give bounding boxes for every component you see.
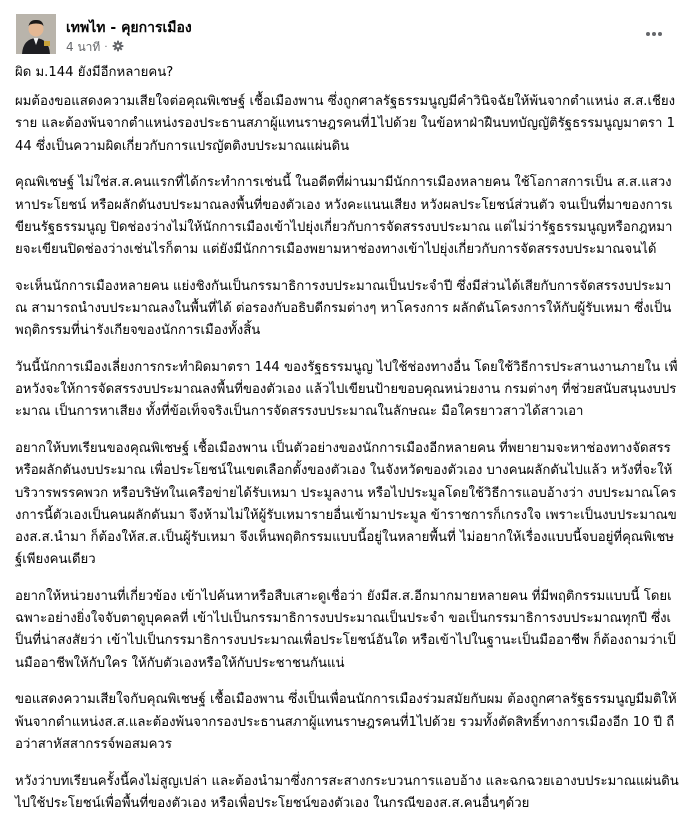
gear-icon[interactable] — [112, 40, 124, 55]
meta-separator: · — [104, 42, 108, 53]
post-paragraph: วันนี้นักการเมืองเลี่ยงการกระทำผิดมาตรา 144 ของรัฐธรรมนูญ ไปใช้ช่องทางอื่น โดยใช้วิธีการประสานงานภายใน เพื่อหวังจะให้การจัดสรรงบประมาณลงพื้นที่ของตัวเอง แล้วไปเขียนป้ายขอบคุณหน่วยงาน กรมต่างๆ ที่ช่วยสนับสนุนงบประมาณ เป็นการหาเสียง ทั้งที่ข้อเท็จจริงเป็นการจัดสรรงบประมาณในลักษณะ มือใครยาวสาวได้สาวเอา — [15, 360, 678, 420]
post-paragraph: จะเห็นนักการเมืองหลายคน แย่งชิงกันเป็นกรรมาธิการงบประมาณเป็นประจำปี ซึ่งมีส่วนได้เสียกับการจัดสรรงบประมาณ สามารถนำงบประมาณลงในพื้นที่ได้ ต่อรองกับอธิบดีกรมต่างๆ หาโครงการ ผลักดันโครงการให้กับผู้รับเหมา ซึ่งเป็นพฤติกรรมที่น่ารังเกียจของนักการเมืองทั้งสิ้น — [15, 278, 672, 339]
post-meta — [66, 38, 124, 57]
author-avatar[interactable] — [16, 14, 56, 54]
post-paragraph: ขอแสดงความเสียใจกับคุณพิเชษฐ์ เชื้อเมืองพาน ซึ่งเป็นเพื่อนนักการเมืองร่วมสมัยกับผม ต้องถูกศาลรัฐธรรมนูญมีมติให้พ้นจากตำแหน่งส.ส.และต้องพ้นจากรองประธานสภาผู้แทนราษฎรคนที่1ไปด้วย รวมทั้งตัดสิทธิ์ทางการเมืองอีก 10 ปี ถือว่าสาหัสสากรรจ์พอสมควร — [15, 692, 677, 752]
post-paragraph: อยากให้หน่วยงานที่เกี่ยวข้อง เข้าไปค้นหาหรือสืบเสาะดูเชื่อว่า ยังมีส.ส.อีกมากมายหลายคน ที่มีพฤติกรรมแบบนี้ โดยเฉพาะอย่างยิ่งใจจับตาดูบุคคลที่ เข้าไปเป็นกรรมาธิการงบประมาณเป็นประจำ ขอเป็นกรรมาธิการงบประมาณทุกปี ซึ่งเป็นที่น่าสงสัยว่า เข้าไปเป็นกรรมาธิการงบประมาณเพื่อประโยชน์อันใด หรือเข้าไปในฐานะเป็นมืออาชีพ ก็ต้องถามว่าเป็นมืออาชีพให้กับใคร ให้กับตัวเองหรือให้กับประชาชนกันแน่ — [15, 589, 676, 671]
post-paragraph: หวังว่าบทเรียนครั้งนี้คงไม่สูญเปล่า และต้องนำมาซึ่งการสะสางกระบวนการแอบอ้าง และฉกฉวยเอางบประมาณแผ่นดิน ไปใช้ประโยชน์เพื่อพื้นที่ของตัวเอง หรือเพื่อประโยชน์ของตัวเอง ในกรณีของส.ส.คนอื่นๆด้วย — [15, 773, 679, 811]
post-paragraph: อยากให้บทเรียนของคุณพิเชษฐ์ เชื้อเมืองพาน เป็นตัวอย่างของนักการเมืองอีกหลายคน ที่พยายามจะหาช่องทางจัดสรร หรือผลักดันงบประมาณ เพื่อประโยชน์ในเขตเลือกตั้งของตัวเอง ในจังหวัดของตัวเอง บางคนผลักดันไปแล้ว หวังที่จะให้บริวารพรรคพวก หรือบริษัทในเครือข่ายได้รับเหมา ประมูลงาน หรือไปประมูลโดยใช้วิธีการแอบอ้างว่า งบประมาณโครงการนี้ตัวเองเป็นคนผลักดันมา จึงห้ามไม่ให้ผู้รับเหมารายอื่นเข้ามาประมูล ข้าราชการก็เกรงใจ เพราะเป็นงบประมาณของส.ส.นำมา ก็ต้องให้ส.ส.เป็นผู้รับเหมา จึงเห็นพฤติกรรมแบบนี้อยู่ในหลายพื้นที่ ไม่อยากให้เรื่องแบบนี้จบอยู่ที่คุณพิเชษฐ์เพียงคนเดียว — [15, 441, 677, 568]
author-name[interactable]: เทพไท - คุยการเมือง — [66, 20, 192, 36]
post-header — [16, 14, 678, 58]
avatar-image — [16, 14, 56, 54]
post-timestamp[interactable]: 4 นาที — [66, 40, 101, 54]
more-options-icon — [645, 31, 663, 37]
post-paragraph: คุณพิเชษฐ์ ไม่ใช่ส.ส.คนแรกที่ได้กระทำการเช่นนี้ ในอดีตที่ผ่านมามีนักการเมืองหลายคน ใช้โอกาสการเป็น ส.ส.แสวงหาประโยชน์ หรือผลักดันงบประมาณลงพื้นที่ของตัวเอง หวังคะแนนเสียง หวังผลประโยชน์ส่วนตัว จนเป็นที่มาของการเขียนรัฐธรรมนูญ ปิดช่องว่างไม่ให้นักการเมืองเข้าไปยุ่งเกี่ยวกับการจัดสรรงบประมาณ แต่ไม่ว่ารัฐธรรมนูญหรือกฎหมายจะเขียนปิดช่องว่างเช่นไรก็ตาม แต่ยังมีนักการเมืองพยามหาช่องทางเข้าไปยุ่งเกี่ยวกับการจัดสรรงบประมาณจนได้ — [15, 175, 673, 258]
post-headline: ผิด ม.144 ยังมีอีกหลายคน? — [15, 65, 174, 80]
post-paragraph: ผมต้องขอแสดงความเสียใจต่อคุณพิเชษฐ์ เชื้อเมืองพาน ซึ่งถูกศาลรัฐธรรมนูญมีคำวินิจฉัยให้พ้นจากตำแหน่ง ส.ส.เชียงราย และต้องพ้นจากตำแหน่งรองประธานสภาผู้แทนราษฎรคนที่1ไปด้วย ในข้อหาฝ่าฝืนบทบัญญัติรัฐธรรมนูญมาตรา 144 ซึ่งเป็นความผิดเกี่ยวกับการแปรญัตติงบประมาณแผ่นดิน — [15, 94, 676, 154]
post-content — [15, 62, 679, 830]
more-options-button[interactable] — [638, 18, 670, 50]
